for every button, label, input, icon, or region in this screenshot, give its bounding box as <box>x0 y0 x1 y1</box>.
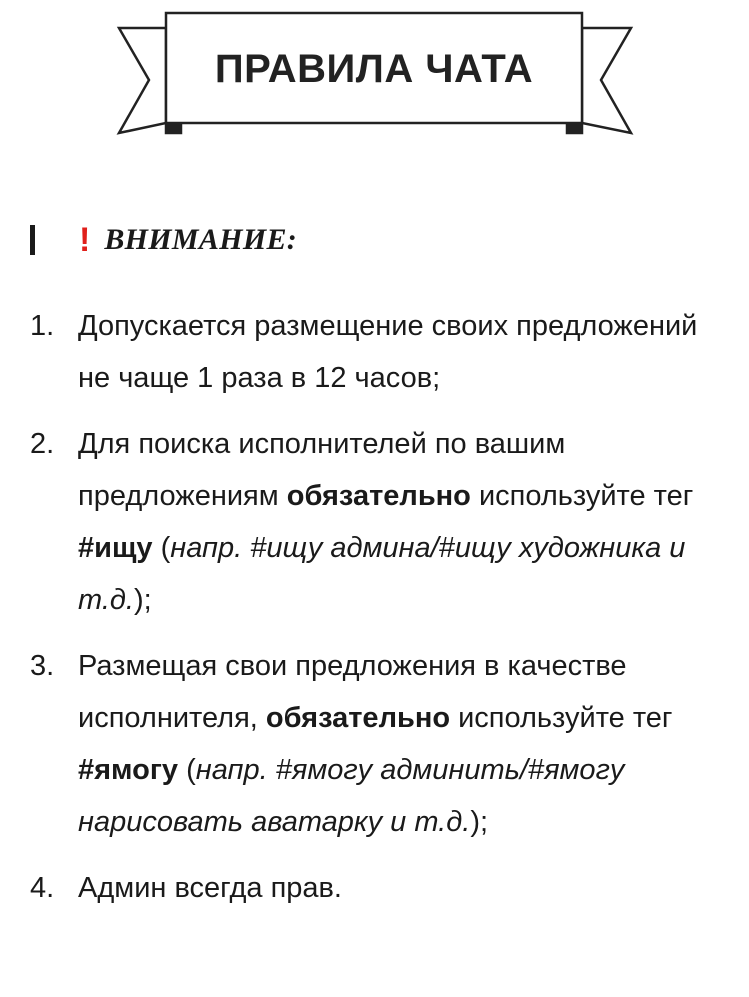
rule-number: 4. <box>30 872 55 904</box>
page-title: ПРАВИЛА ЧАТА <box>214 46 534 91</box>
ribbon-banner <box>115 10 635 135</box>
plain-text: ); <box>470 806 489 838</box>
rule-item <box>30 862 730 914</box>
emphasis-text: обязательно <box>265 702 451 734</box>
rules-list <box>30 300 730 928</box>
plain-text: ); <box>133 584 152 616</box>
plain-text: используйте тег <box>450 702 673 734</box>
notice-heading <box>30 220 297 260</box>
rule-item <box>30 300 730 404</box>
plain-text: Допускается размещение своих предложений не чаще 1 раза в 12 часов; <box>78 310 698 394</box>
notice-label: ВНИМАНИЕ: <box>104 223 298 256</box>
plain-text: используйте тег <box>470 480 694 512</box>
rule-item <box>30 418 730 626</box>
plain-text: Размещая свои предложения в качестве исполнителя, <box>78 650 627 734</box>
rule-number: 2. <box>30 428 55 460</box>
rule-text <box>78 650 673 838</box>
plain-text: Для поиска исполнителей по вашим предложениям <box>78 428 566 512</box>
example-text: напр. #ищу админа/#ищу художника и т.д. <box>78 532 686 616</box>
rule-text <box>78 428 693 616</box>
plain-text: ( <box>178 754 196 786</box>
example-text: напр. #ямогу админить/#ямогу нарисовать аватарку и т.д. <box>78 754 625 838</box>
emphasis-text: обязательно <box>286 480 471 512</box>
rule-item <box>30 640 730 848</box>
rule-number: 3. <box>30 650 55 682</box>
exclamation-icon: ! <box>79 221 91 259</box>
rule-number: 1. <box>30 310 55 342</box>
quote-bar <box>30 225 35 255</box>
emphasis-text: #ищу <box>78 532 153 564</box>
plain-text: ( <box>152 532 171 564</box>
plain-text: Админ всегда прав. <box>78 872 342 904</box>
rule-text <box>78 310 697 394</box>
emphasis-text: #ямогу <box>78 754 179 786</box>
rule-text <box>78 872 342 904</box>
